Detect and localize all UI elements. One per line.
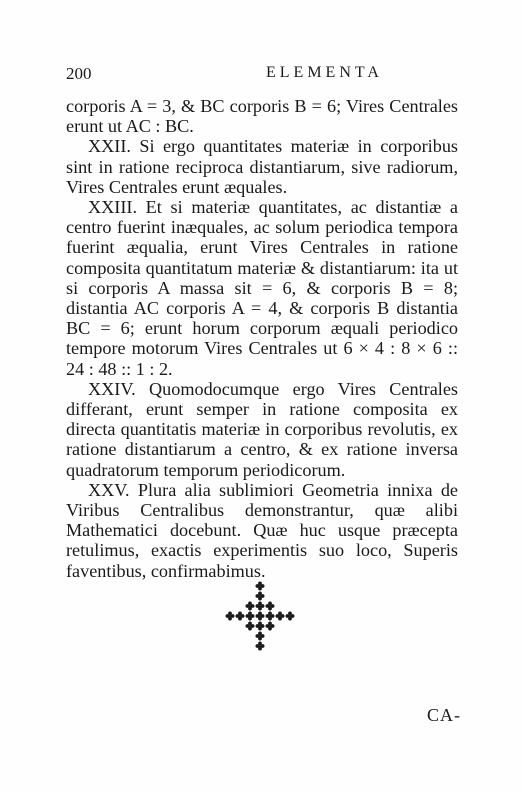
fleuron-petal	[246, 622, 255, 631]
paragraph-xxii: XXII. Si ergo quantitates materiæ in corporibus sint in ratione reciproca distantiarum, sive radiorum, Vires Centrales erunt æquales.	[66, 136, 458, 197]
page-number: 200	[66, 64, 92, 83]
fleuron-petal	[256, 612, 265, 621]
page-header	[66, 64, 456, 86]
fleuron-petal	[256, 592, 265, 601]
fleuron-petal	[246, 612, 255, 621]
fleuron-petal	[276, 612, 285, 621]
fleuron-petal	[266, 612, 275, 621]
fleuron-petal	[266, 602, 275, 611]
paragraph-xxiii: XXIII. Et si materiæ quantitates, ac distantiæ a centro fuerint inæquales, ac solum periodica tempora fuerint æqualia, erunt Vires Centrales in ratione composita quantitatum materiæ & distantiarum: ita ut si corporis A massa sit = 6, & corporis B = 8; distantia AC corporis A = 4, & corporis B distantia BC = 6; erunt horum corporum æquali periodico tempore motorum Vires Centrales ut 6 × 4 : 8 × 6 :: 24 : 48 :: 1 : 2.	[66, 197, 458, 379]
catchword: CA-	[427, 705, 461, 725]
running-head: ELEMENTA	[266, 64, 383, 81]
fleuron-petal	[236, 612, 245, 621]
fleuron-petal	[256, 642, 265, 651]
fleuron-petal	[256, 632, 265, 641]
fleuron-petal	[256, 622, 265, 631]
body-text	[66, 96, 458, 581]
fleuron-petal	[256, 602, 265, 611]
fleuron-petal	[266, 622, 275, 631]
fleuron-petal	[246, 602, 255, 611]
fleuron-petal	[226, 612, 235, 621]
paragraph-xxiv: XXIV. Quomodocumque ergo Vires Centrales differant, erunt semper in ratione composita ex directa quantitatis materiæ in corporibus revolutis, ex ratione distantiarum a centro, & ex ratione inversa quadratorum temporum periodicorum.	[66, 378, 458, 480]
paragraph-xxv: XXV. Plura alia sublimiori Geometria innixa de Viribus Centralibus demonstrantur, quæ alibi Mathematici docebunt. Quæ huc usque præcepta retulimus, exactis experimentis suo loco, Superis faventibus, confirmabimus.	[66, 479, 458, 581]
paragraph-continuation: corporis A = 3, & BC corporis B = 6; Vires Centrales erunt ut AC : BC.	[66, 96, 458, 137]
fleuron-petal	[256, 582, 265, 591]
fleuron-petal	[286, 612, 295, 621]
fleuron-ornament-icon	[222, 578, 298, 654]
